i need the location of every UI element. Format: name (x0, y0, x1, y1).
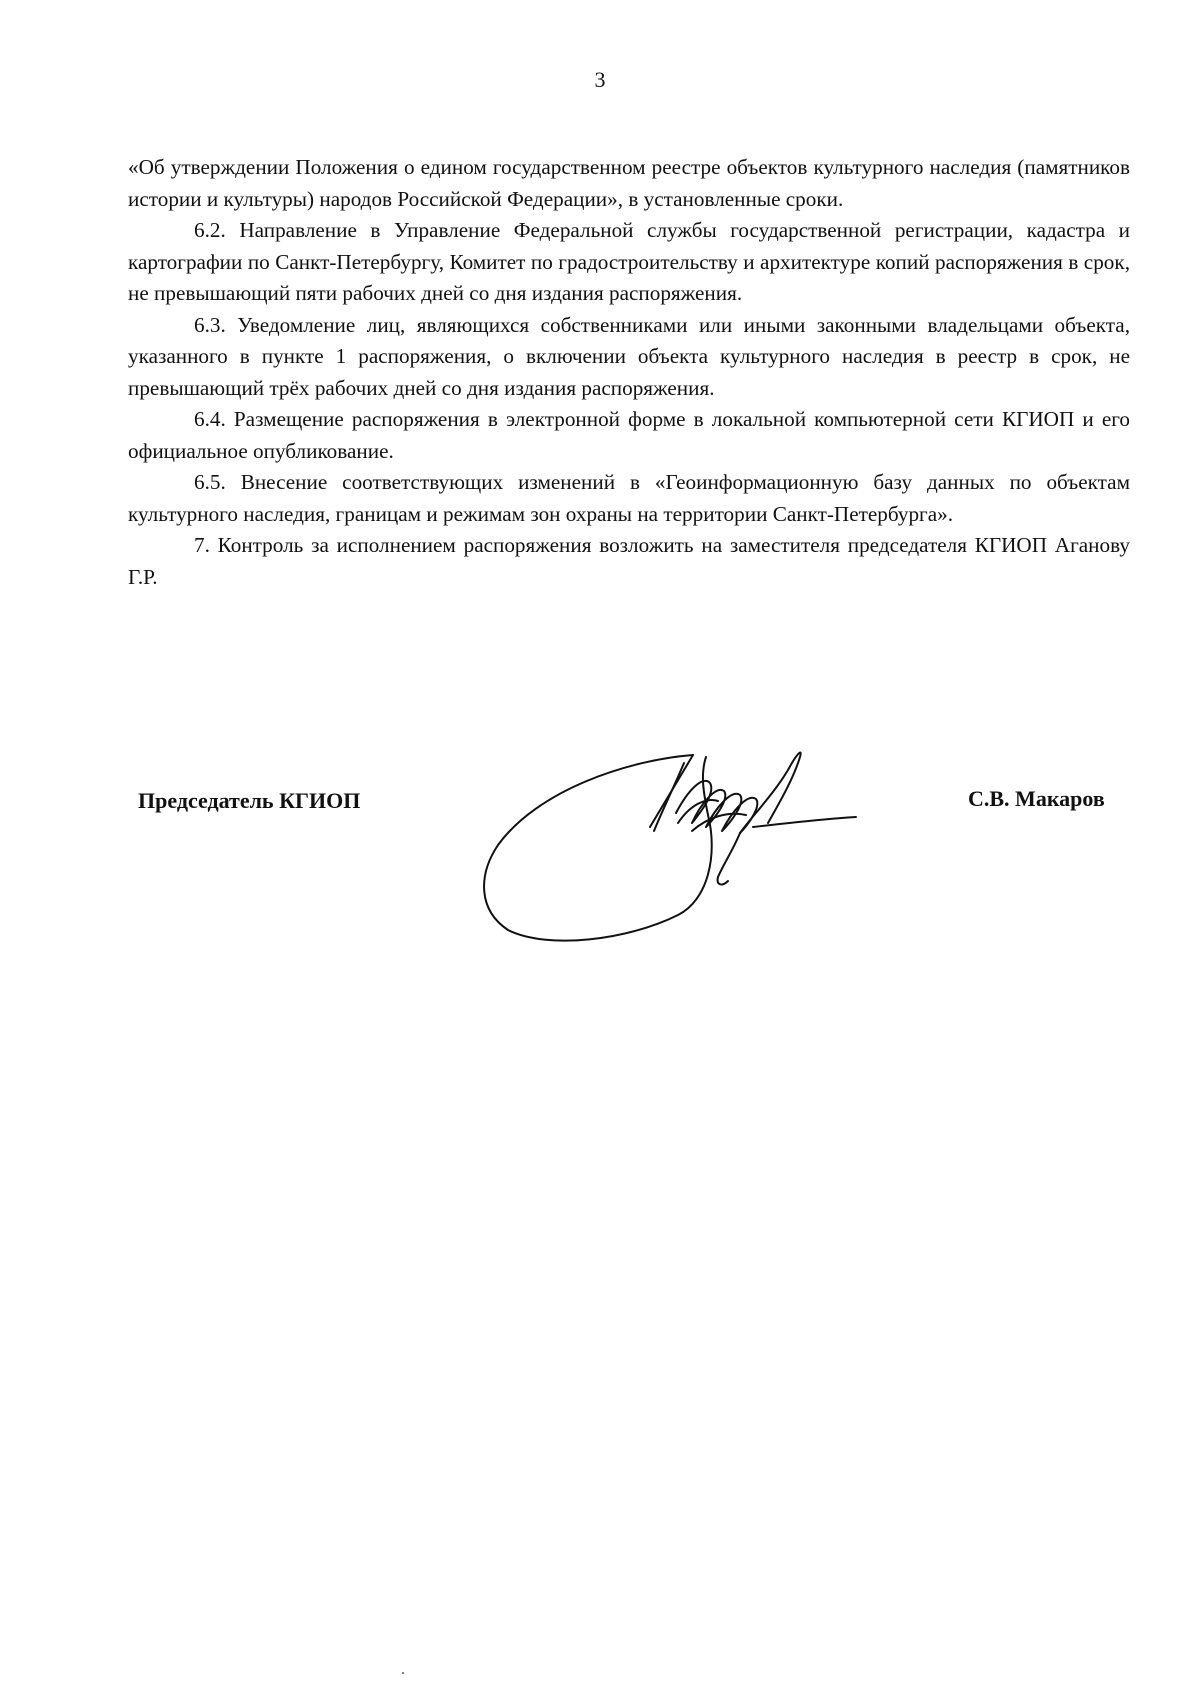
page-number: 3 (594, 67, 606, 92)
paragraph-6-2: 6.2. Направление в Управление Федеральной службы государственной регистрации, кадастра и картографии по Санкт-Петербургу, Комитет по градостроительству и архитектуре копий распоряжения в срок, не превышающий пяти рабочих дней со дня издания распоряжения. (128, 218, 1130, 305)
handwritten-signature (478, 735, 918, 955)
paragraph-7: 7. Контроль за исполнением распоряжения возложить на заместителя председателя КГИОП Аганову Г.Р. (128, 533, 1130, 589)
paragraph-continuation: «Об утверждении Положения о едином государственном реестре объектов культурного наследия (памятников истории и культуры) народов Российской Федерации», в установленные сроки. (128, 155, 1130, 211)
signatory-name: С.В. Макаров (968, 786, 1105, 811)
document-body (128, 152, 1130, 593)
signatory-title: Председатель КГИОП (138, 788, 361, 813)
paragraph-6-4: 6.4. Размещение распоряжения в электронной форме в локальной компьютерной сети КГИОП и его официальное опубликование. (128, 407, 1130, 463)
paragraph-6-5: 6.5. Внесение соответствующих изменений в «Геоинформационную базу данных по объектам культурного наследия, границам и режимам зон охраны на территории Санкт-Петербурга». (128, 470, 1130, 526)
paragraph-6-3: 6.3. Уведомление лиц, являющихся собственниками или иными законными владельцами объекта, указанного в пункте 1 распоряжения, о включении объекта культурного наследия в реестр в срок, не превышающий трёх рабочих дней со дня издания распоряжения. (128, 312, 1130, 400)
scan-speck (402, 1672, 404, 1674)
